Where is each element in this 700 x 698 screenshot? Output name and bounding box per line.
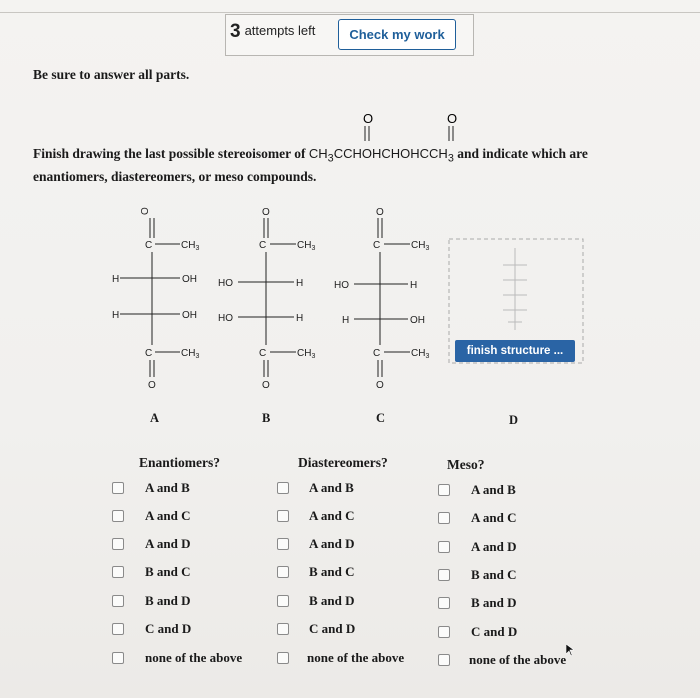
b-row1-left: HO (218, 278, 233, 289)
b-row2-left: HO (218, 313, 233, 324)
meso-option-label: A and C (471, 510, 517, 525)
c-row2-right: OH (410, 315, 425, 326)
b-row2-right: H (296, 313, 304, 324)
enantiomers-checkbox-none[interactable] (112, 652, 124, 664)
diastereomers-heading: Diastereomers? (298, 455, 388, 470)
enantiomers-checkbox-a-and-c[interactable] (112, 510, 124, 522)
diastereomers-checkbox-a-and-b[interactable] (277, 482, 289, 494)
question-prefix: Finish drawing the last possible stereoisomer of (33, 146, 306, 161)
b-row1-right: H (296, 278, 304, 289)
a-carbon-top: C (145, 240, 153, 251)
diastereomers-checkbox-a-and-c[interactable] (277, 510, 289, 522)
b-oxygen-bottom: O (262, 380, 270, 391)
diastereomers-option-label: B and D (309, 593, 355, 608)
b-ch3-top: $CH_3$ (297, 240, 316, 252)
formula-carbonyl-o-2: O (447, 111, 458, 126)
c-carbon-bottom: C (373, 348, 381, 359)
c-oxygen-bottom: O (376, 380, 384, 391)
label-c: C (376, 411, 386, 425)
meso-heading: Meso? (447, 457, 485, 472)
a-row1-right: OH (182, 274, 197, 285)
a-row2-right: OH (182, 310, 197, 321)
instruction-text: Be sure to answer all parts. (33, 67, 190, 82)
enantiomers-checkbox-b-and-d[interactable] (112, 595, 124, 607)
mouse-cursor-icon (566, 644, 574, 656)
enantiomers-checkbox-b-and-c[interactable] (112, 566, 124, 578)
enantiomers-checkbox-a-and-d[interactable] (112, 538, 124, 550)
c-carbon-top: C (373, 240, 381, 251)
label-d: D (509, 413, 519, 427)
c-row1-left: HO (334, 280, 349, 291)
label-b: B (262, 411, 271, 425)
a-ch3-bottom: $CH_3$ (181, 348, 200, 360)
c-ch3-bottom: $CH_3$ (411, 348, 430, 360)
b-oxygen-top: O (262, 207, 270, 218)
c-oxygen-top: O (376, 207, 384, 218)
formula-carbonyl-o-1: O (363, 111, 374, 126)
check-my-work-button[interactable]: Check my work (338, 19, 456, 50)
diastereomers-checkbox-b-and-c[interactable] (277, 566, 289, 578)
question-suffix: and indicate which are enantiomers, diastereomers, or meso compounds. (33, 146, 588, 184)
attempts-label: attempts left (244, 23, 316, 38)
b-carbon-bottom: C (259, 348, 267, 359)
diastereomers-option-label: B and C (309, 564, 355, 579)
diastereomers-option-label: none of the above (307, 650, 405, 665)
c-row1-right: H (410, 280, 418, 291)
diastereomers-checkbox-none[interactable] (277, 652, 289, 664)
meso-checkbox-a-and-b[interactable] (438, 484, 450, 496)
meso-option-label: none of the above (469, 652, 567, 667)
enantiomers-heading: Enantiomers? (139, 455, 220, 470)
b-ch3-bottom: $CH_3$ (297, 348, 316, 360)
meso-option-label: B and C (471, 567, 517, 582)
enantiomers-option-label: A and C (145, 508, 191, 523)
meso-checkbox-b-and-c[interactable] (438, 569, 450, 581)
a-row1-left: H (112, 274, 120, 285)
diastereomers-option-label: A and B (309, 480, 354, 495)
meso-option-label: C and D (471, 624, 518, 639)
question-formula: $CH_3CCHOHCHOHCCH_3$ (308, 146, 454, 165)
a-oxygen-top: O (140, 207, 151, 215)
c-ch3-top: $CH_3$ (411, 240, 430, 252)
meso-option-label: A and D (471, 539, 517, 554)
enantiomers-option-label: none of the above (145, 650, 243, 665)
enantiomers-option-label: A and D (145, 536, 191, 551)
meso-checkbox-b-and-d[interactable] (438, 597, 450, 609)
meso-checkbox-c-and-d[interactable] (438, 626, 450, 638)
c-row2-left: H (342, 315, 350, 326)
attempts-count: 3 (230, 21, 241, 42)
diastereomers-option-label: A and D (309, 536, 355, 551)
enantiomers-option-label: B and C (145, 564, 191, 579)
enantiomers-option-label: C and D (145, 621, 192, 636)
diastereomers-option-label: C and D (309, 621, 356, 636)
enantiomers-checkbox-a-and-b[interactable] (112, 482, 124, 494)
a-oxygen-bottom: O (148, 380, 156, 391)
finish-structure-button[interactable]: finish structure ... (455, 340, 575, 362)
meso-checkbox-a-and-c[interactable] (438, 512, 450, 524)
diastereomers-checkbox-a-and-d[interactable] (277, 538, 289, 550)
meso-checkbox-none[interactable] (438, 654, 450, 666)
a-row2-left: H (112, 310, 120, 321)
diastereomers-option-label: A and C (309, 508, 355, 523)
meso-option-label: A and B (471, 482, 516, 497)
a-carbon-bottom: C (145, 348, 153, 359)
label-a: A (150, 411, 160, 425)
enantiomers-option-label: B and D (145, 593, 191, 608)
enantiomers-option-label: A and B (145, 480, 190, 495)
molecule-c (334, 207, 429, 391)
molecule-a (112, 207, 199, 391)
meso-checkbox-a-and-d[interactable] (438, 541, 450, 553)
enantiomers-checkbox-c-and-d[interactable] (112, 623, 124, 635)
diastereomers-checkbox-b-and-d[interactable] (277, 595, 289, 607)
meso-option-label: B and D (471, 595, 517, 610)
molecule-b (218, 207, 315, 391)
b-carbon-top: C (259, 240, 267, 251)
diastereomers-checkbox-c-and-d[interactable] (277, 623, 289, 635)
a-ch3-top: $CH_3$ (181, 240, 200, 252)
